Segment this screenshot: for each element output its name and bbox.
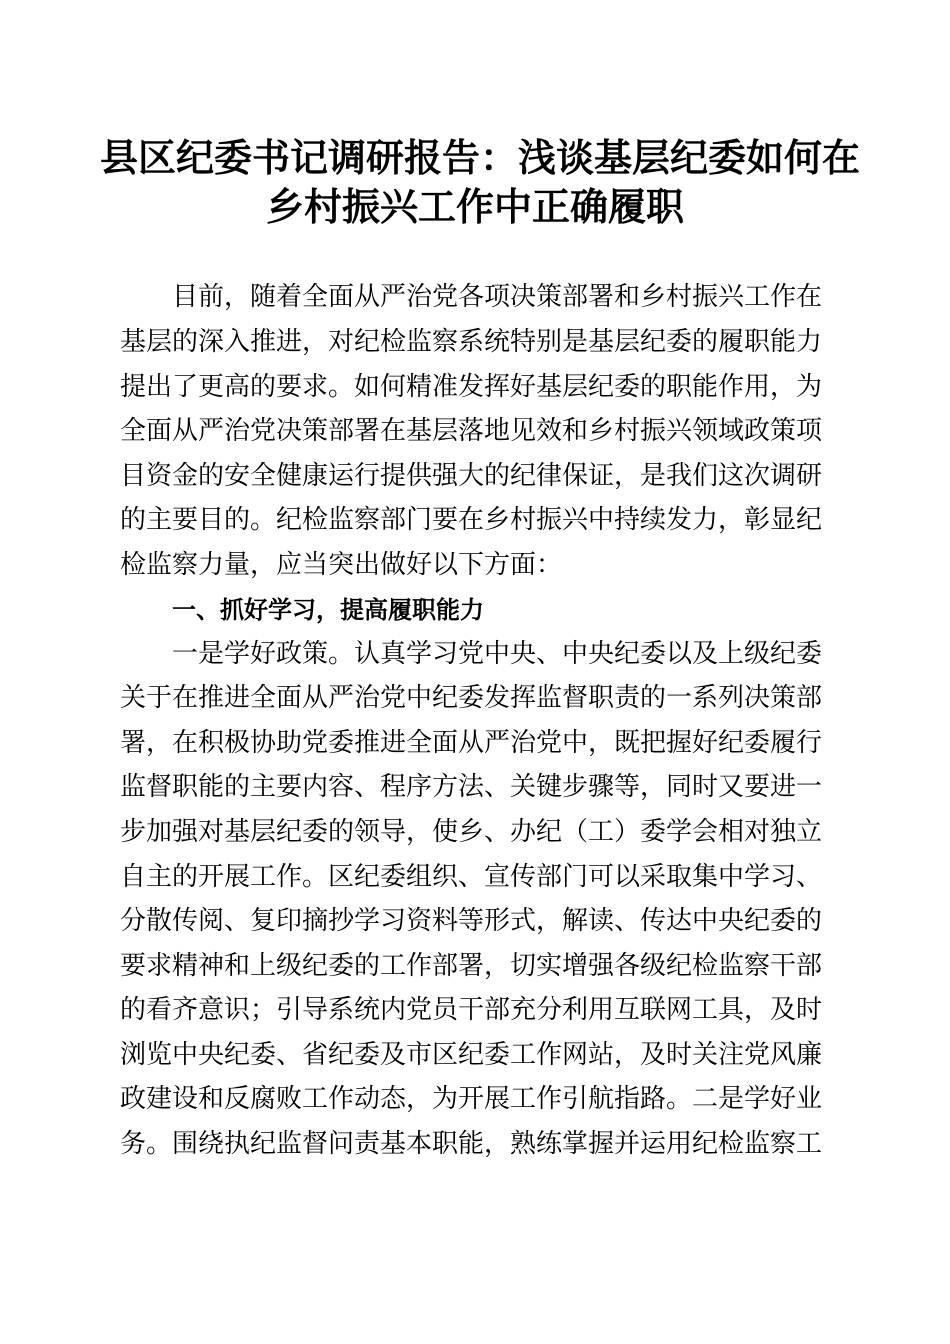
document-title-line-2: 乡村振兴工作中正确履职: [265, 184, 684, 229]
intro-paragraph-line: 目前，随着全面从严治党各项决策部署和乡村振兴工作在: [172, 282, 823, 312]
section-paragraph-line: 务。围绕执纪监督问责基本职能，熟练掌握并运用纪检监察工: [120, 1129, 823, 1159]
intro-paragraph-line: 检监察力量，应当突出做好以下方面：: [120, 550, 563, 580]
intro-paragraph-line: 全面从严治党决策部署在基层落地见效和乡村振兴领域政策项: [120, 416, 823, 446]
intro-paragraph-line: 的主要目的。纪检监察部门要在乡村振兴中持续发力，彰显纪: [120, 505, 823, 535]
section-paragraph-line: 政建设和反腐败工作动态，为开展工作引航指路。二是学好业: [120, 1084, 823, 1114]
intro-paragraph-line: 提出了更高的要求。如何精准发挥好基层纪委的职能作用，为: [120, 372, 823, 402]
document-title-line-1: 县区纪委书记调研报告：浅谈基层纪委如何在: [100, 135, 861, 180]
section-paragraph-line: 步加强对基层纪委的领导，使乡、办纪（工）委学会相对独立: [120, 817, 823, 847]
section-paragraph-line: 监督职能的主要内容、程序方法、关键步骤等，同时又要进一: [120, 772, 823, 802]
intro-paragraph-line: 目资金的安全健康运行提供强大的纪律保证，是我们这次调研: [120, 461, 823, 491]
section-paragraph-line: 的看齐意识；引导系统内党员干部充分利用互联网工具，及时: [120, 995, 823, 1025]
section-paragraph-line: 分散传阅、复印摘抄学习资料等形式，解读、传达中央纪委的: [120, 906, 823, 936]
section-paragraph-line: 署，在积极协助党委推进全面从严治党中，既把握好纪委履行: [120, 728, 823, 758]
section-paragraph-line: 自主的开展工作。区纪委组织、宣传部门可以采取集中学习、: [120, 862, 823, 892]
section-paragraph-line: 要求精神和上级纪委的工作部署，切实增强各级纪检监察干部: [120, 951, 823, 981]
section-heading: 一、抓好学习，提高履职能力: [172, 596, 484, 624]
section-paragraph-line: 浏览中央纪委、省纪委及市区纪委工作网站，及时关注党风廉: [120, 1040, 823, 1070]
section-paragraph-line: 关于在推进全面从严治党中纪委发挥监督职责的一系列决策部: [120, 683, 823, 713]
intro-paragraph-line: 基层的深入推进，对纪检监察系统特别是基层纪委的履职能力: [120, 327, 823, 357]
section-paragraph-line: 一是学好政策。认真学习党中央、中央纪委以及上级纪委: [172, 639, 823, 669]
